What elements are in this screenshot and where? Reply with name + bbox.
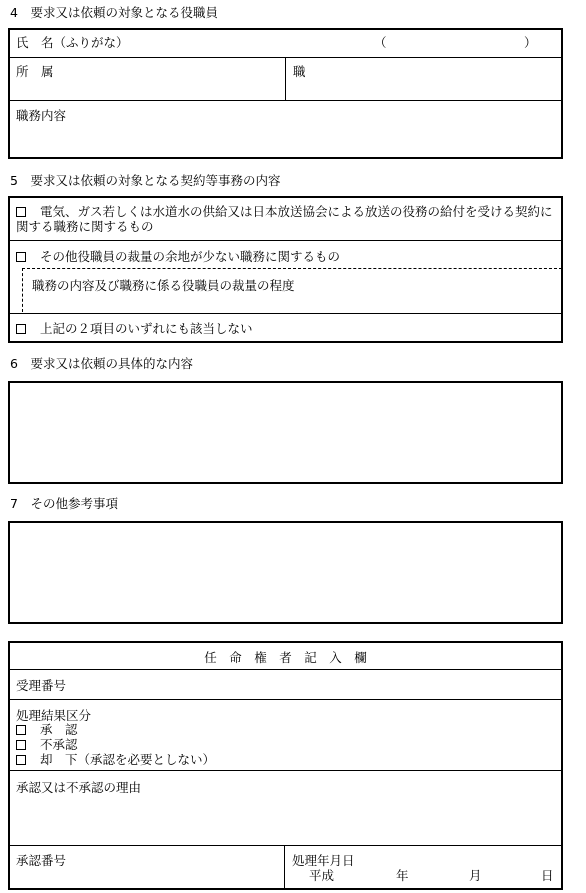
checkbox-icon — [16, 755, 26, 765]
name-label: 氏 名（ふりがな） — [16, 35, 129, 50]
section-6-heading: 6 要求又は依頼の具体的な内容 — [10, 356, 193, 371]
checkbox-icon — [16, 725, 26, 735]
option-utility-contract[interactable] — [16, 204, 560, 234]
request-content-field[interactable] — [8, 381, 563, 484]
dashed-divider — [22, 268, 23, 312]
furigana-close-paren: ） — [524, 35, 537, 50]
appointer-title: 任 命 権 者 記 入 欄 — [204, 650, 367, 665]
result-option-approve-label: 承 認 — [40, 722, 78, 737]
option-low-discretion-label: その他役職員の裁量の余地が少ない職務に関するもの — [40, 249, 341, 264]
discretion-detail-label: 職務の内容及び職務に係る役職員の裁量の程度 — [32, 278, 295, 293]
result-option-dismiss-label: 却 下（承認を必要としない） — [40, 752, 216, 767]
approval-number-label: 承認番号 — [16, 853, 67, 868]
section-7-heading: 7 その他参考事項 — [10, 496, 118, 511]
divider — [9, 669, 562, 670]
divider — [285, 57, 286, 100]
option-none[interactable] — [16, 321, 253, 336]
reference-notes-field[interactable] — [8, 521, 563, 624]
dashed-divider — [22, 268, 562, 269]
result-option-dismiss[interactable] — [16, 752, 215, 767]
option-utility-contract-label: 電気、ガス若しくは水道水の供給又は日本放送協会による放送の役務の給付を受ける契約に関する職務に関するもの — [16, 204, 553, 234]
result-option-approve[interactable] — [16, 722, 78, 737]
section-5-heading: 5 要求又は依頼の対象となる契約等事務の内容 — [10, 173, 281, 188]
divider — [9, 770, 562, 771]
option-low-discretion[interactable] — [16, 249, 340, 264]
day-label: 日 — [541, 868, 554, 883]
duties-label: 職務内容 — [16, 108, 67, 123]
divider — [284, 845, 285, 889]
result-option-reject-label: 不承認 — [40, 737, 78, 752]
checkbox-icon — [16, 740, 26, 750]
reason-label: 承認又は不承認の理由 — [16, 780, 142, 795]
name-field[interactable] — [160, 31, 370, 53]
divider — [9, 845, 562, 846]
result-label: 処理結果区分 — [16, 708, 92, 723]
year-label: 年 — [396, 868, 409, 883]
section-4-heading: 4 要求又は依頼の対象となる役職員 — [10, 5, 218, 20]
checkbox-icon — [16, 324, 26, 334]
post-label: 職 — [293, 64, 306, 79]
checkbox-icon — [16, 252, 26, 262]
checkbox-icon — [16, 207, 26, 217]
divider — [9, 313, 562, 314]
option-none-label: 上記の２項目のいずれにも該当しない — [40, 321, 253, 336]
divider — [9, 699, 562, 700]
furigana-field[interactable] — [388, 31, 520, 53]
era-label: 平成 — [309, 868, 335, 883]
receipt-number-label: 受理番号 — [16, 678, 67, 693]
month-label: 月 — [469, 868, 482, 883]
result-option-reject[interactable] — [16, 737, 78, 752]
furigana-open-paren: （ — [374, 35, 387, 50]
process-date-label: 処理年月日 — [292, 853, 355, 868]
affiliation-label: 所 属 — [16, 64, 54, 79]
divider — [9, 240, 562, 241]
divider — [9, 100, 562, 101]
